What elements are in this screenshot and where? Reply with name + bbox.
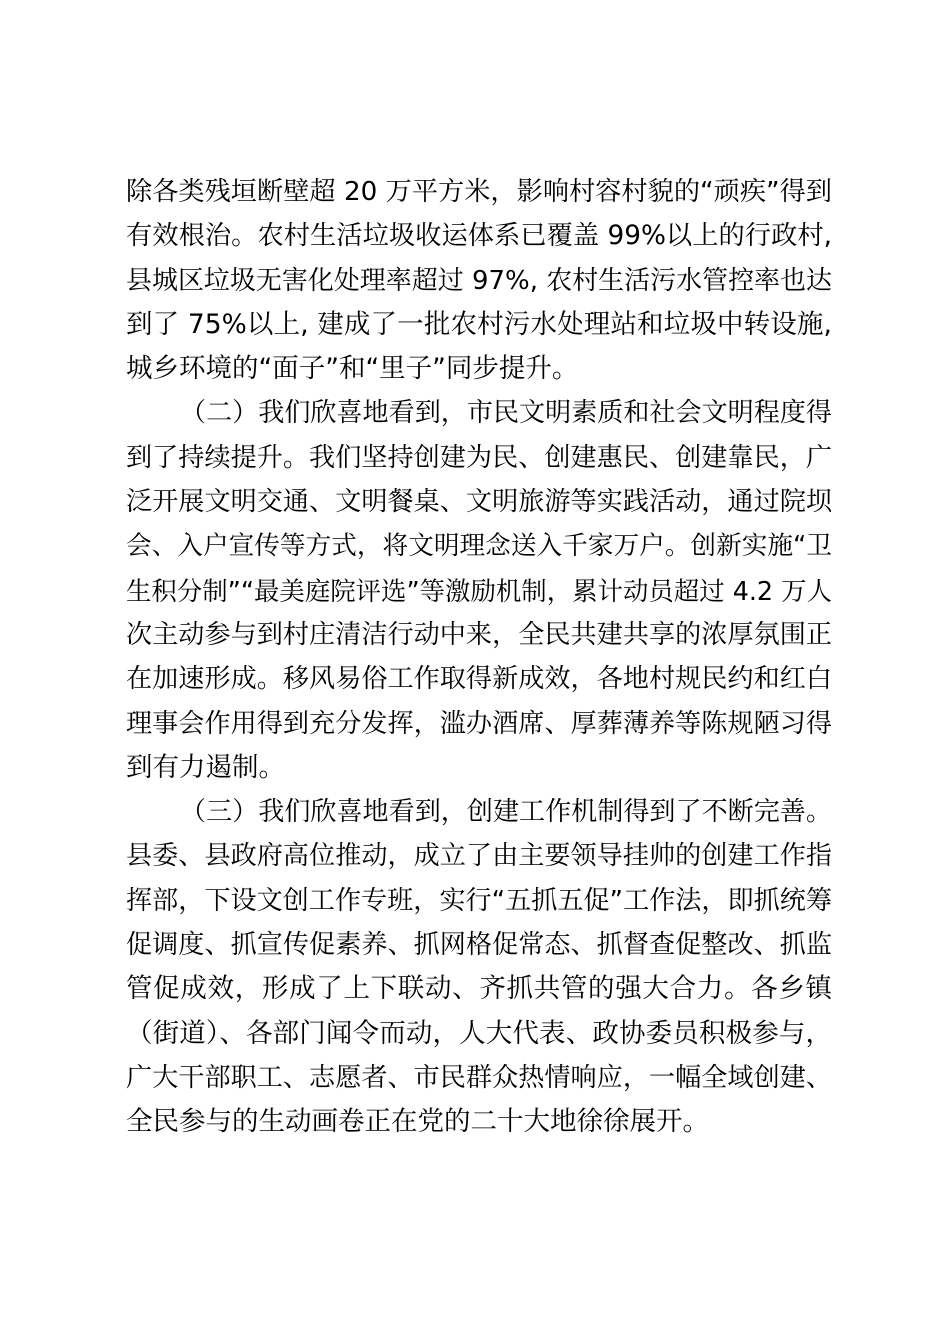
text-line: 全民参与的生动画卷正在党的二十大地徐徐展开。: [126, 1106, 709, 1138]
text-line: 到了 75%以上, 建成了一批农村污水处理站和垃圾中转设施,: [126, 308, 832, 340]
text-line: （街道）、各部门闻令而动，人大代表、政协委员积极参与，: [126, 1017, 832, 1049]
text-line: 到了持续提升。我们坚持创建为民、创建惠民、创建靠民，广: [126, 442, 832, 473]
text-line: 管促成效，形成了上下联动、齐抓共管的强大合力。各乡镇: [126, 973, 832, 1005]
text-line: 挥部，下设文创工作专班，实行“五抓五促”工作法，即抓统筹: [126, 885, 832, 916]
text-line: 泛开展文明交通、文明餐桌、文明旅游等实践活动，通过院坝: [126, 487, 832, 518]
text-line: 促调度、抓宣传促素养、抓网格促常态、抓督查促整改、抓监: [126, 930, 832, 961]
paragraph-first-line: （三）我们欣喜地看到，创建工作机制得到了不断完善。: [180, 797, 832, 828]
text-line: 除各类残垣断壁超 20 万平方米，影响村容村貌的“顽疾”得到: [126, 177, 832, 207]
paragraph-first-line: （二）我们欣喜地看到，市民文明素质和社会文明程度得: [180, 398, 832, 429]
text-line: 有效根治。农村生活垃圾收运体系已覆盖 99%以上的行政村,: [126, 221, 832, 252]
text-line: 次主动参与到村庄清洁行动中来，全民共建共享的浓厚氛围正: [126, 619, 832, 650]
text-line: 县城区垃圾无害化处理率超过 97%, 农村生活污水管控率也达: [126, 265, 832, 296]
text-line: 县委、县政府高位推动，成立了由主要领导挂帅的创建工作指: [126, 841, 832, 872]
body-text: [126, 170, 832, 1145]
text-line: 到有力遏制。: [126, 751, 285, 783]
text-line: 生积分制”“最美庭院评选”等激励机制，累计动员超过 4.2 万人: [126, 575, 832, 606]
text-line: 城乡环境的“面子”和“里子”同步提升。: [126, 353, 579, 385]
text-line: 理事会作用得到充分发挥，滥办酒席、厚葬薄养等陈规陋习得: [126, 708, 832, 739]
text-line: 在加速形成。移风易俗工作取得新成效，各地村规民约和红白: [126, 664, 832, 695]
text-line: 会、入户宣传等方式，将文明理念送入千家万户。创新实施“卫: [126, 531, 832, 562]
text-line: 广大干部职工、志愿者、市民群众热情响应，一幅全域创建、: [126, 1062, 832, 1093]
